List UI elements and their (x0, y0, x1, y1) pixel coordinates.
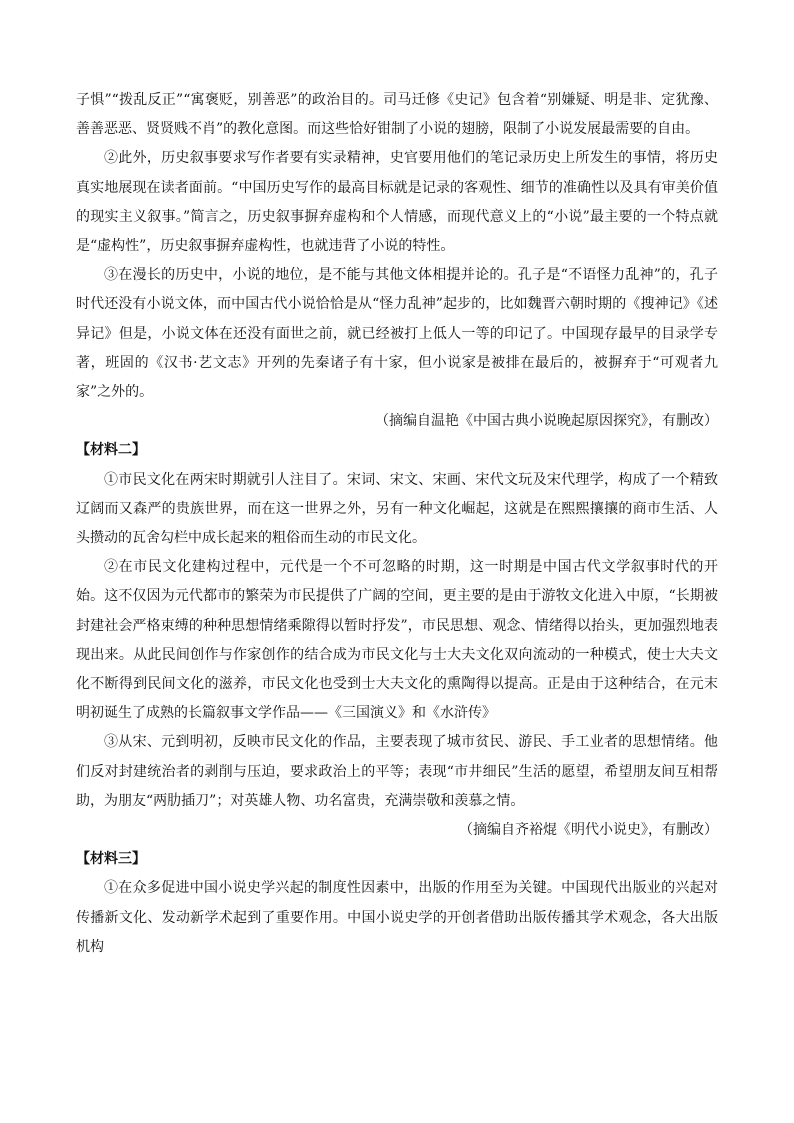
source-citation-2: （摘编自齐裕焜《明代小说史》，有删改） (459, 822, 718, 839)
source-citation-1: （摘编自温艳《中国古典小说晚起原因探究》，有删改） (375, 413, 718, 430)
paragraph-historical-narrative: ②此外，历史叙事要求写作者要有实录精神，史官要用他们的笔记录历史上所发生的事情，将历史真实地展现在读者面前。“中国历史写作的最高目标就是记录的客观性、细节的准确性以及具有审美价值的现实主义叙事。”简言之，历史叙事摒弃虚构和个人情感，而现代意义上的“小说”最主要的一个特点就是“虚构性”，历史叙事摒弃虚构性，也就违背了小说的特性。 (76, 150, 718, 255)
paragraph-yuan-dynasty: ②在市民文化建构过程中，元代是一个不可忽略的时期，这一时期是中国古代文学叙事时代的开始。这不仅因为元代都市的繁荣为市民提供了广阔的空间，更主要的是由于游牧文化进入中原，“长期被封建社会严格束缚的种种思想情绪乘隙得以暂时抒发”，市民思想、观念、情绪得以抬头，更加强烈地表现出来。从此民间创作与作家创作的结合成为市民文化与士大夫文化双向流动的一种模式，使士大夫文化不断得到民间文化的滋养，市民文化也受到士大夫文化的熏陶得以提高。正是由于这种结合，在元末明初诞生了成熟的长篇叙事文学作品——《三国演义》和《水浒传》 (76, 559, 718, 722)
paragraph-song-yuan-ming: ③从宋、元到明初，反映市民文化的作品，主要表现了城市贫民、游民、手工业者的思想情绪。他们反对封建统治者的剥削与压迫，要求政治上的平等；表现“市井细民”生活的愿望，希望朋友间互相帮助，为朋友“两肋插刀”；对英雄人物、功名富贵，充满崇敬和羡慕之情。 (76, 734, 718, 809)
section-heading-material-3: 【材料三】 (76, 851, 146, 868)
paragraph-publishing: ①在众多促进中国小说史学兴起的制度性因素中，出版的作用至为关键。中国现代出版业的兴起对传播新文化、发动新学术起到了重要作用。中国小说史学的开创者借助出版传播其学术观念，各大出版机构 (76, 880, 718, 955)
paragraph-citizen-culture-song: ①市民文化在两宋时期就引人注目了。宋词、宋文、宋画、宋代文玩及宋代理学，构成了一个精致辽阔而又森严的贵族世界，而在这一世界之外，另有一种文化崛起，这就是在熙熙攘攘的商市生活、人头攒动的瓦舍勾栏中成长起来的粗俗而生动的市民文化。 (76, 471, 718, 547)
paragraph-continuation: 子惧”“拨乱反正”“寓褒贬，别善恶”的政治目的。司马迁修《史记》包含着“别嫌疑、明是非、定犹豫、善善恶恶、贤贤贱不肖”的教化意图。而这些恰好钳制了小说的翅膀，限制了小说发展最需要的自由。 (76, 92, 718, 138)
section-heading-material-2: 【材料二】 (76, 442, 146, 459)
paragraph-novel-status: ③在漫长的历史中，小说的地位，是不能与其他文体相提并论的。孔子是“不语怪力乱神”的，孔子时代还没有小说文体，而中国古代小说恰恰是从“怪力乱神”起步的，比如魏晋六朝时期的《搜神记》《述异记》但是，小说文体在还没有面世之前，就已经被打上低人一等的印记了。中国现存最早的目录学专著，班固的《汉书·艺文志》开列的先秦诸子有十家，但小说家是被排在最后的，被摒弃于“可观者九家”之外的。 (76, 267, 718, 401)
